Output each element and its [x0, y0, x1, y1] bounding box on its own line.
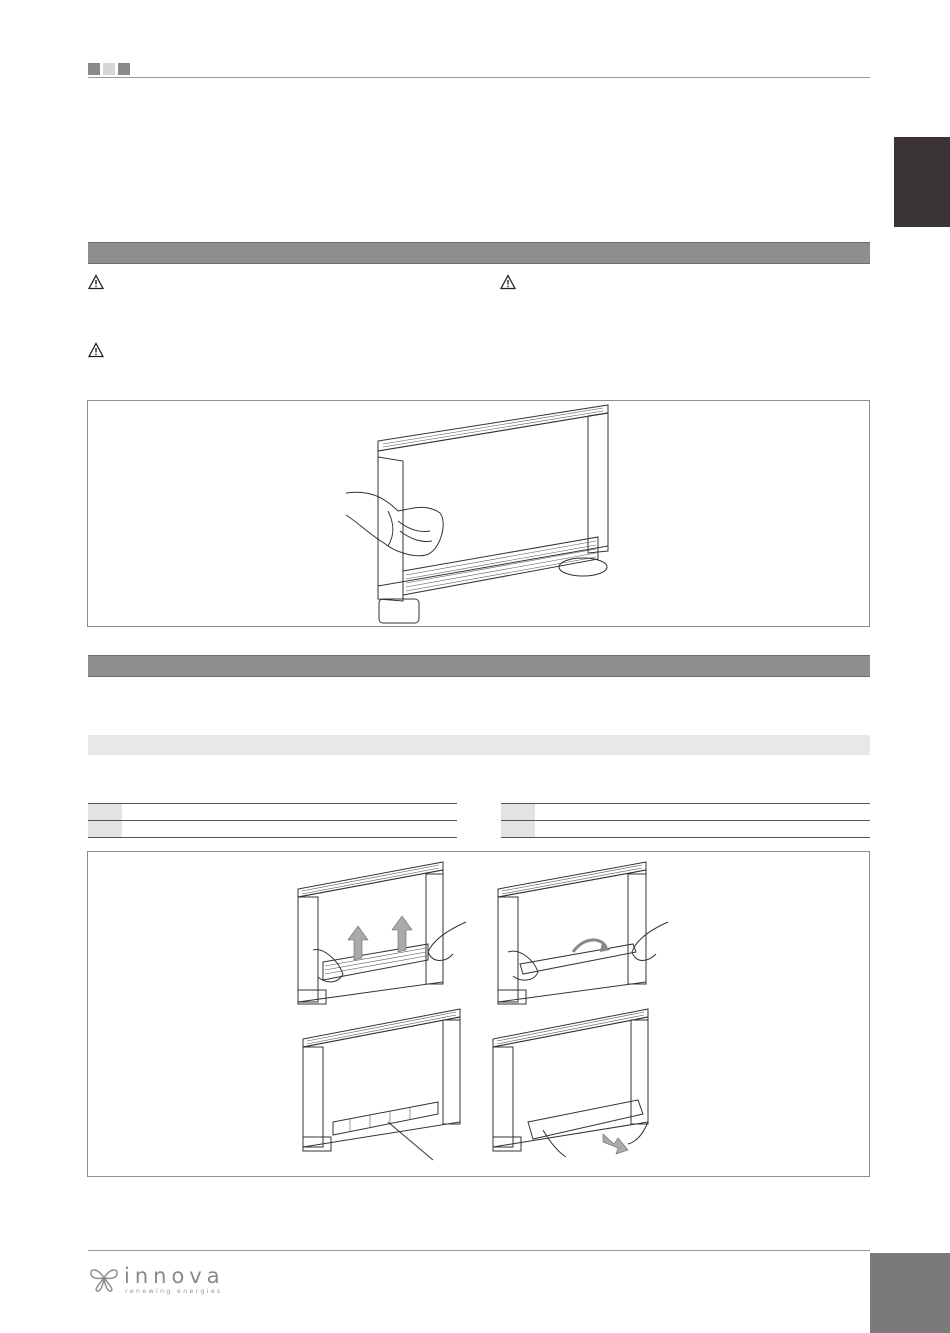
- brand-tagline: renewing energies: [125, 1287, 223, 1295]
- table-row: [501, 821, 870, 838]
- brand-name: innova: [124, 1264, 225, 1288]
- step-lift-grille: [298, 862, 466, 1004]
- filter-removal-illustration: [88, 852, 869, 1176]
- section-bar-filter: [88, 655, 870, 677]
- section-bar-cleaning: [88, 242, 870, 264]
- step-filter-visible: [303, 1009, 460, 1160]
- page-number-tab: [870, 1253, 950, 1333]
- side-tab: [894, 137, 950, 227]
- table-row: [88, 804, 457, 821]
- table-row: [88, 821, 457, 838]
- header-rule: [88, 77, 870, 78]
- warning-triangle-icon: [88, 274, 104, 290]
- filter-figure: [87, 851, 870, 1177]
- warning-triangle-icon: [88, 342, 104, 358]
- butterfly-logo-icon: [88, 1262, 120, 1294]
- step-pull-filter: [493, 1009, 648, 1157]
- header-square-2: [103, 63, 115, 75]
- warning-triangle-icon: [500, 274, 516, 290]
- unit-cleaning-illustration: [88, 401, 869, 626]
- table-row: [501, 804, 870, 821]
- step-tilt-grille: [498, 862, 668, 1004]
- header-square-3: [118, 63, 130, 75]
- table-right: [501, 803, 870, 838]
- header-square-1: [88, 63, 100, 75]
- footer-rule: [88, 1250, 870, 1251]
- cleaning-figure: [87, 400, 870, 627]
- subsection-bar: [88, 735, 870, 755]
- table-left: [88, 803, 457, 838]
